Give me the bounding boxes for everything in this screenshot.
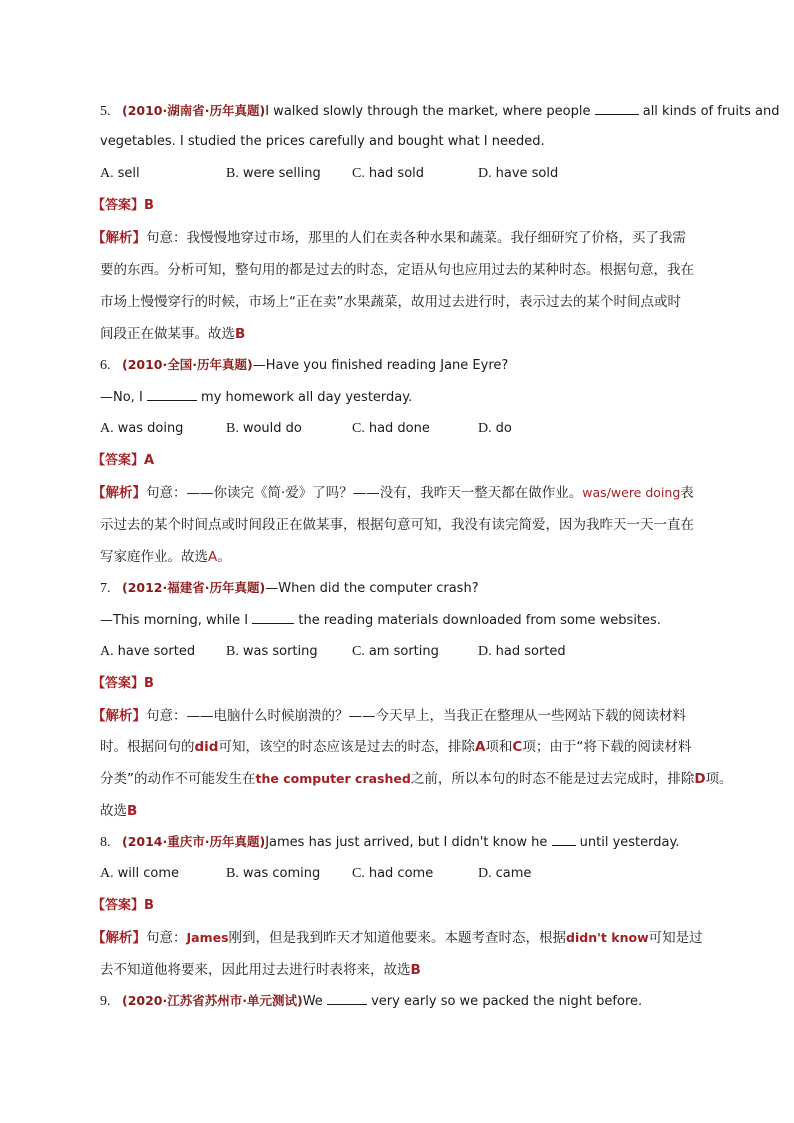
option-d: D. had sorted: [478, 644, 566, 659]
question-5-analysis-2: 要的东西。分析可知，整句用的都是过去的时态，定语从句也应用过去的某种时态。根据句意，我在: [100, 262, 694, 278]
question-7-stem-cont: —This morning, while I the reading materials downloaded from some websites.: [100, 613, 661, 628]
option-c: C. had done: [352, 421, 430, 436]
question-7-answer: 【答案】B: [92, 676, 154, 691]
question-5-analysis-1: 【解析】句意：我慢慢地穿过市场，那里的人们在卖各种水果和蔬菜。我仔细研究了价格，买了我需: [92, 230, 686, 246]
answer-blank: [552, 833, 576, 846]
question-6-analysis-2: 示过去的某个时间点或时间段正在做某事，根据句意可知，我没有读完简爱，因为我昨天一天一直在: [100, 517, 694, 533]
question-7-stem: 7. (2012·福建省·历年真题)—When did the computer crash?: [100, 580, 479, 596]
question-5-stem-cont: vegetables. I studied the prices carefully and bought what I needed.: [100, 134, 545, 149]
question-8-analysis-1: 【解析】句意：James刚到，但是我到昨天才知道他要来。本题考查时态，根据didn't know可知是过: [92, 930, 703, 946]
option-a: A. sell: [100, 166, 140, 181]
question-8-analysis-2: 去不知道他将要来，因此用过去进行时表将来，故选B: [100, 962, 421, 978]
question-6-answer: 【答案】A: [92, 453, 155, 468]
question-6-stem-cont: —No, I my homework all day yesterday.: [100, 390, 413, 405]
option-c: C. am sorting: [352, 644, 439, 659]
question-7-analysis-2: 时。根据问句的did可知，该空的时态应该是过去的时态，排除A项和C项；由于“将下载的阅读材料: [100, 739, 692, 755]
answer-blank: [252, 611, 294, 624]
question-5-analysis-3: 市场上慢慢穿行的时候，市场上“正在卖”水果蔬菜，故用过去进行时，表示过去的某个时间点或时: [100, 294, 681, 310]
option-d: D. do: [478, 421, 512, 436]
question-6-options: [100, 420, 724, 438]
option-a: A. was doing: [100, 421, 184, 436]
question-5-answer: 【答案】B: [92, 198, 154, 213]
answer-blank: [147, 388, 197, 401]
answer-blank: [595, 102, 639, 115]
option-b: B. would do: [226, 421, 302, 436]
option-a: A. have sorted: [100, 644, 196, 659]
option-c: C. had sold: [352, 166, 425, 181]
option-b: B. was sorting: [226, 644, 318, 659]
question-7-options: [100, 643, 724, 661]
option-c: C. had come: [352, 866, 434, 881]
question-7-analysis-1: 【解析】句意：——电脑什么时候崩溃的？——今天早上，当我正在整理从一些网站下载的阅读材料: [92, 708, 686, 724]
question-number: 5.: [100, 104, 111, 119]
option-b: B. were selling: [226, 166, 321, 181]
question-7-analysis-3: 分类”的动作不可能发生在the computer crashed之前，所以本句的时态不能是过去完成时，排除D项。: [100, 771, 733, 787]
option-d: D. came: [478, 866, 532, 881]
question-7-analysis-4: 故选B: [100, 803, 138, 819]
question-5-analysis-4: 间段正在做某事。故选B: [100, 326, 246, 342]
question-9-stem: 9. (2020·江苏省苏州市·单元测试)We very early so we packed the night before.: [100, 993, 643, 1009]
question-5-stem: 5. (2010·湖南省·历年真题)I walked slowly through the market, where people all kinds of fruits and: [100, 103, 780, 119]
option-d: D. have sold: [478, 166, 559, 181]
question-source: (2010·湖南省·历年真题): [122, 103, 266, 118]
question-8-options: [100, 865, 724, 883]
question-8-stem: 8. (2014·重庆市·历年真题)James has just arrived, but I didn't know he until yesterday.: [100, 834, 680, 850]
option-b: B. was coming: [226, 866, 321, 881]
question-6-stem: 6. (2010·全国·历年真题)—Have you finished reading Jane Eyre?: [100, 357, 509, 373]
question-8-answer: 【答案】B: [92, 898, 154, 913]
question-6-analysis-3: 写家庭作业。故选A。: [100, 549, 231, 565]
question-5-options: [100, 165, 724, 183]
option-a: A. will come: [100, 866, 179, 881]
answer-blank: [327, 992, 367, 1005]
question-6-analysis-1: 【解析】句意：——你读完《简·爱》了吗？——没有，我昨天一整天都在做作业。was/were doing表: [92, 485, 694, 501]
